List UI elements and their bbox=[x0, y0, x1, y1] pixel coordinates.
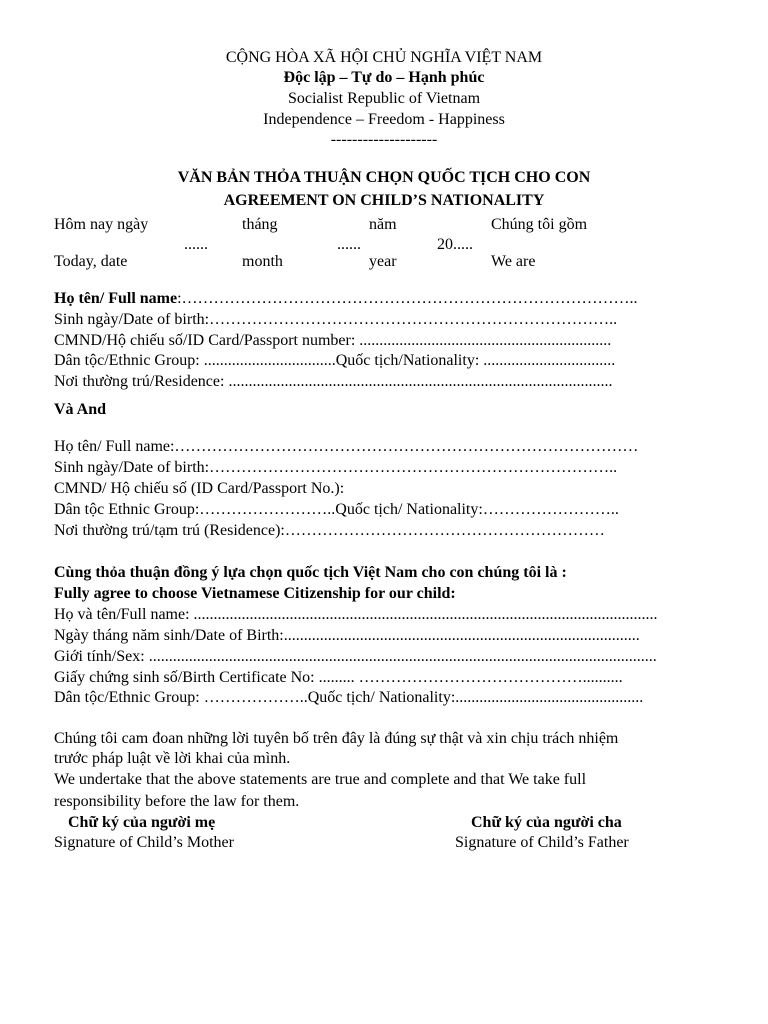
declaration-en-line2: responsibility before the law for them. bbox=[54, 793, 300, 810]
person2-ethnic-field: Dân tộc Ethnic Group:……………………..Quốc tịch/ Nationality:…………………….. bbox=[54, 501, 619, 518]
agreement-en: Fully agree to choose Vietnamese Citizenship for our child: bbox=[54, 585, 456, 602]
child-sex-field: Giới tính/Sex: ............................................................................................................................... bbox=[54, 648, 657, 665]
country-name-en: Socialist Republic of Vietnam bbox=[287, 90, 481, 107]
father-signature-label-en: Signature of Child’s Father bbox=[455, 834, 629, 851]
we-label-vn: Chúng tôi gồm bbox=[491, 216, 588, 233]
declaration-vn-line1: Chúng tôi cam đoan những lời tuyên bố trên đây là đúng sự thật và xin chịu trách nhiệm bbox=[54, 730, 619, 747]
year-label-vn: năm bbox=[369, 216, 397, 233]
agreement-vn: Cùng thỏa thuận đồng ý lựa chọn quốc tịch Việt Nam cho con chúng tôi là : bbox=[54, 564, 567, 581]
document-title-en: AGREEMENT ON CHILD’S NATIONALITY bbox=[223, 192, 545, 209]
child-dob-field: Ngày tháng năm sinh/Date of Birth:......................................................................................... bbox=[54, 627, 640, 644]
and-label: Và And bbox=[54, 401, 107, 418]
person1-residence-field: Nơi thường trú/Residence: ................................................................................................ bbox=[54, 373, 613, 390]
mother-signature-label-en: Signature of Child’s Mother bbox=[54, 834, 234, 851]
today-label-vn: Hôm nay ngày bbox=[54, 216, 149, 233]
country-name-vn: CỘNG HÒA XÃ HỘI CHỦ NGHĨA VIỆT NAM bbox=[225, 49, 543, 66]
document-title-vn: VĂN BẢN THỎA THUẬN CHỌN QUỐC TỊCH CHO CON bbox=[177, 169, 591, 186]
person2-name-field: Họ tên/ Full name:…………………………………………………………………………… bbox=[54, 438, 639, 455]
year-label-en: year bbox=[369, 253, 397, 270]
person1-name-label: Họ tên/ Full name bbox=[54, 290, 178, 307]
child-birth-cert-field: Giấy chứng sinh số/Birth Certificate No: ......... …………………………………….......... bbox=[54, 669, 623, 686]
we-label-en: We are bbox=[491, 253, 536, 270]
father-signature-label-vn: Chữ ký của người cha bbox=[471, 814, 622, 831]
person1-ethnic-field: Dân tộc/Ethnic Group: .................................Quốc tịch/Nationality: ................................. bbox=[54, 352, 616, 369]
child-name-field: Họ và tên/Full name: .................................................................................................................... bbox=[54, 606, 658, 623]
declaration-en-line1: We undertake that the above statements are true and complete and that We take full bbox=[54, 771, 587, 788]
person2-residence-field: Nơi thường trú/tạm trú (Residence):…………………………………………………… bbox=[54, 522, 605, 539]
month-blank: ...... bbox=[337, 236, 361, 253]
person2-dob-field: Sinh ngày/Date of birth:………………………………………………………………….. bbox=[54, 459, 618, 476]
month-label-vn: tháng bbox=[242, 216, 278, 233]
year-blank: 20..... bbox=[437, 236, 473, 253]
person1-name-dots: :………………………………………………………………………….. bbox=[177, 290, 638, 307]
motto-en: Independence – Freedom - Happiness bbox=[263, 111, 505, 128]
declaration-vn-line2: trước pháp luật về lời khai của mình. bbox=[54, 750, 291, 767]
day-blank: ...... bbox=[184, 236, 208, 253]
month-label-en: month bbox=[242, 253, 283, 270]
person1-name-field bbox=[54, 289, 638, 309]
person2-id-field: CMND/ Hộ chiếu số (ID Card/Passport No.): bbox=[54, 480, 345, 497]
header-divider: -------------------- bbox=[330, 131, 438, 148]
motto-vn: Độc lập – Tự do – Hạnh phúc bbox=[283, 69, 485, 86]
person1-id-field: CMND/Hộ chiếu số/ID Card/Passport number: ............................................................... bbox=[54, 332, 612, 349]
person1-dob-field: Sinh ngày/Date of birth:………………………………………………………………….. bbox=[54, 311, 618, 328]
child-ethnic-field: Dân tộc/Ethnic Group: ………………..Quốc tịch/ Nationality:............................................... bbox=[54, 689, 644, 706]
today-label-en: Today, date bbox=[54, 253, 128, 270]
mother-signature-label-vn: Chữ ký của người mẹ bbox=[68, 814, 216, 831]
